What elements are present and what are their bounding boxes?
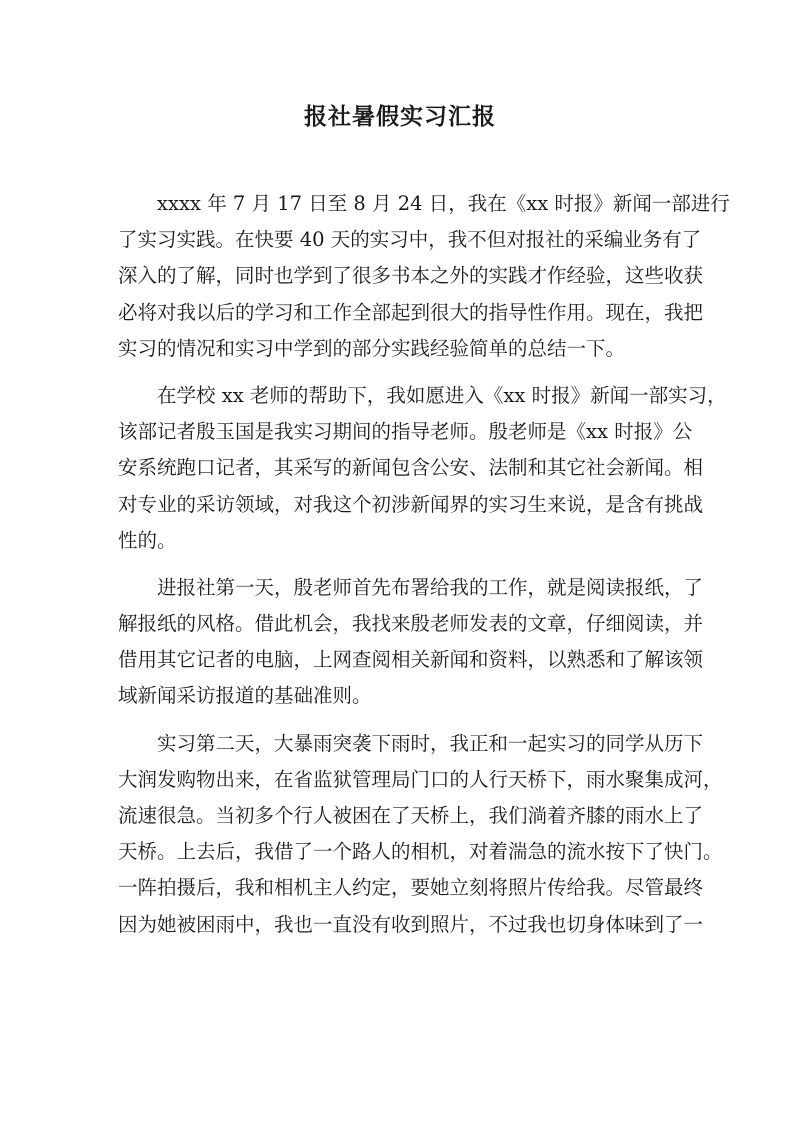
text-line: 了实习实践。在快要 40 天的实习中，我不但对报社的采编业务有了 bbox=[118, 228, 702, 252]
document-title: 报社暑假实习汇报 bbox=[304, 103, 496, 130]
paragraph bbox=[118, 726, 723, 943]
text-line: 实习的情况和实习中学到的部分实践经验简单的总结一下。 bbox=[118, 336, 626, 360]
text-line: 流速很急。当初多个行人被困在了天桥上，我们淌着齐膝的雨水上了 bbox=[118, 804, 704, 827]
text-line: 域新闻采访报道的基础准则。 bbox=[118, 684, 372, 708]
text-line: 进报社第一天，殷老师首先布署给我的工作，就是阅读报纸，了 bbox=[157, 575, 704, 599]
text-line: 解报纸的风格。借此机会，我找来殷老师发表的文章，仔细阅读，并 bbox=[118, 612, 704, 636]
text-line: 借用其它记者的电脑，上网查阅相关新闻和资料，以熟悉和了解该领 bbox=[118, 648, 704, 672]
text-line: xxxx 年 7 月 17 日至 8 月 24 日，我在《xx 时报》新闻一部进行 bbox=[157, 192, 730, 215]
text-line: 大润发购物出来，在省监狱管理局门口的人行天桥下，雨水聚集成河， bbox=[118, 767, 723, 791]
paragraph bbox=[118, 378, 727, 559]
text-line: 在学校 xx 老师的帮助下，我如愿进入《xx 时报》新闻一部实习， bbox=[157, 383, 727, 407]
text-line: 对专业的采访领域，对我这个初涉新闻界的实习生来说，是含有挑战 bbox=[118, 492, 704, 516]
text-line: 性的。 bbox=[118, 528, 177, 552]
document-body bbox=[118, 186, 730, 943]
text-line: 实习第二天，大暴雨突袭下雨时，我正和一起实习的同学从历下 bbox=[157, 731, 704, 755]
paragraph bbox=[118, 570, 704, 715]
text-line: 一阵拍摄后，我和相机主人约定，要她立刻将照片传给我。尽管最终 bbox=[118, 876, 704, 900]
text-line: 该部记者殷玉国是我实习期间的指导老师。殷老师是《xx 时报》公 bbox=[118, 420, 693, 444]
paragraph bbox=[118, 186, 730, 367]
text-line: 因为她被困雨中，我也一直没有收到照片，不过我也切身体味到了一 bbox=[118, 912, 704, 936]
text-line: 天桥。上去后，我借了一个路人的相机，对着湍急的流水按下了快门。 bbox=[118, 840, 723, 864]
text-line: 安系统跑口记者，其采写的新闻包含公安、法制和其它社会新闻。相 bbox=[118, 456, 704, 480]
text-line: 深入的了解，同时也学到了很多书本之外的实践才作经验，这些收获 bbox=[118, 264, 704, 288]
text-line: 必将对我以后的学习和工作全部起到很大的指导性作用。现在，我把 bbox=[118, 300, 704, 324]
